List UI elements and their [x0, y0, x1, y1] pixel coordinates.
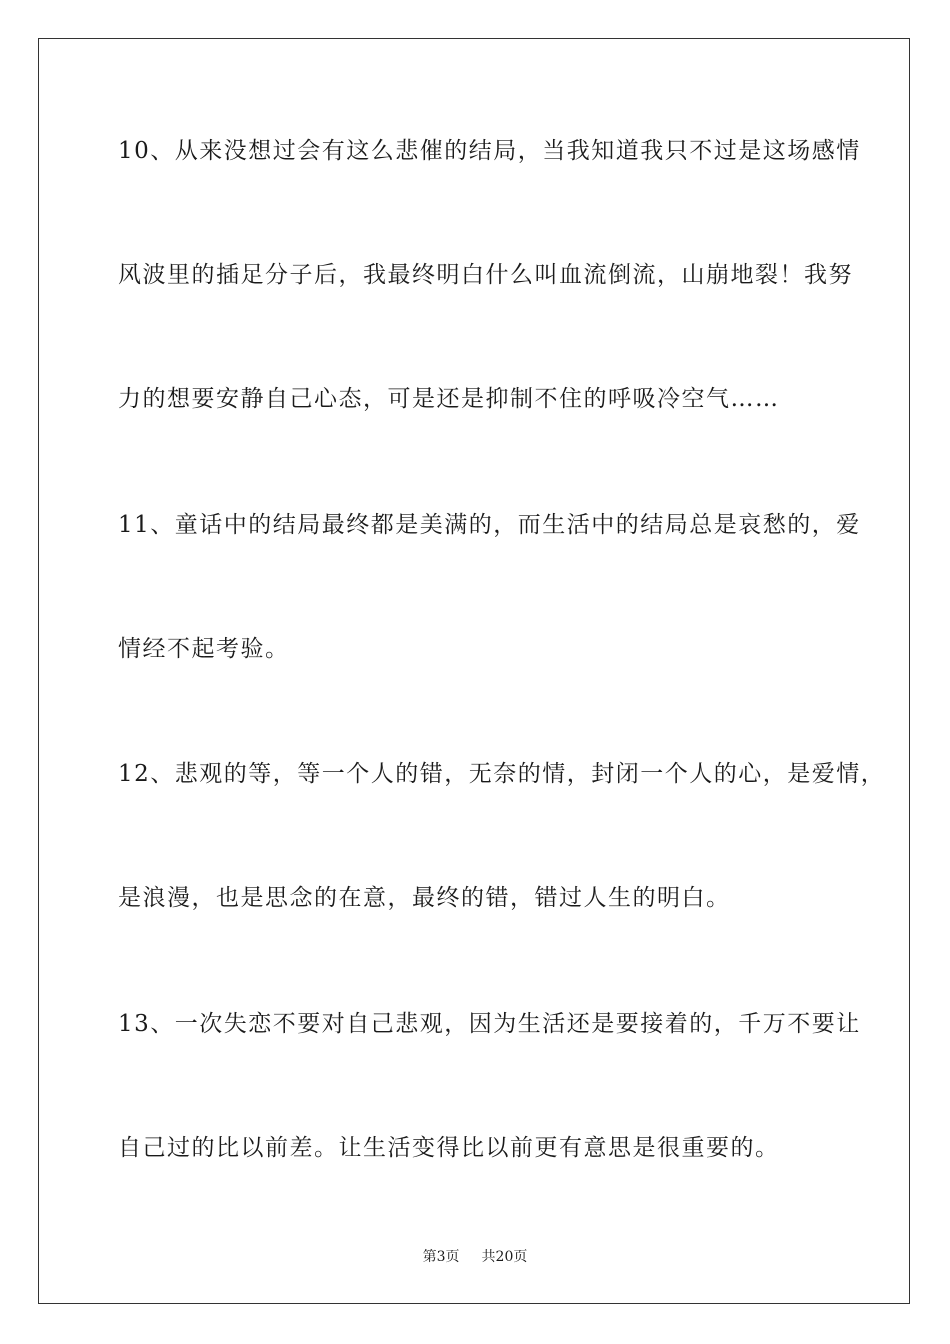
- text-line: 10、从来没想过会有这么悲催的结局，当我知道我只不过是这场感情: [118, 138, 861, 164]
- text-line: 情经不起考验。: [118, 636, 290, 662]
- text-line: 11、童话中的结局最终都是美满的，而生活中的结局总是哀愁的，爱: [118, 512, 861, 538]
- page-number: 第3页: [422, 1249, 460, 1265]
- text-line: 风波里的插足分子后，我最终明白什么叫血流倒流，山崩地裂！我努: [118, 262, 853, 288]
- text-line: 是浪漫，也是思念的在意，最终的错，错过人生的明白。: [118, 885, 731, 911]
- text-line: 13、一次失恋不要对自己悲观，因为生活还是要接着的，千万不要让: [118, 1011, 861, 1037]
- text-line: 自己过的比以前差。让生活变得比以前更有意思是很重要的。: [118, 1135, 780, 1161]
- page-border: [38, 38, 910, 1304]
- text-line: 12、悲观的等，等一个人的错，无奈的情，封闭一个人的心，是爱情，: [118, 761, 886, 787]
- page-footer: [0, 1248, 950, 1266]
- text-line: 力的想要安静自己心态，可是还是抑制不住的呼吸冷空气……: [118, 386, 780, 412]
- page-total: 共20页: [481, 1249, 528, 1265]
